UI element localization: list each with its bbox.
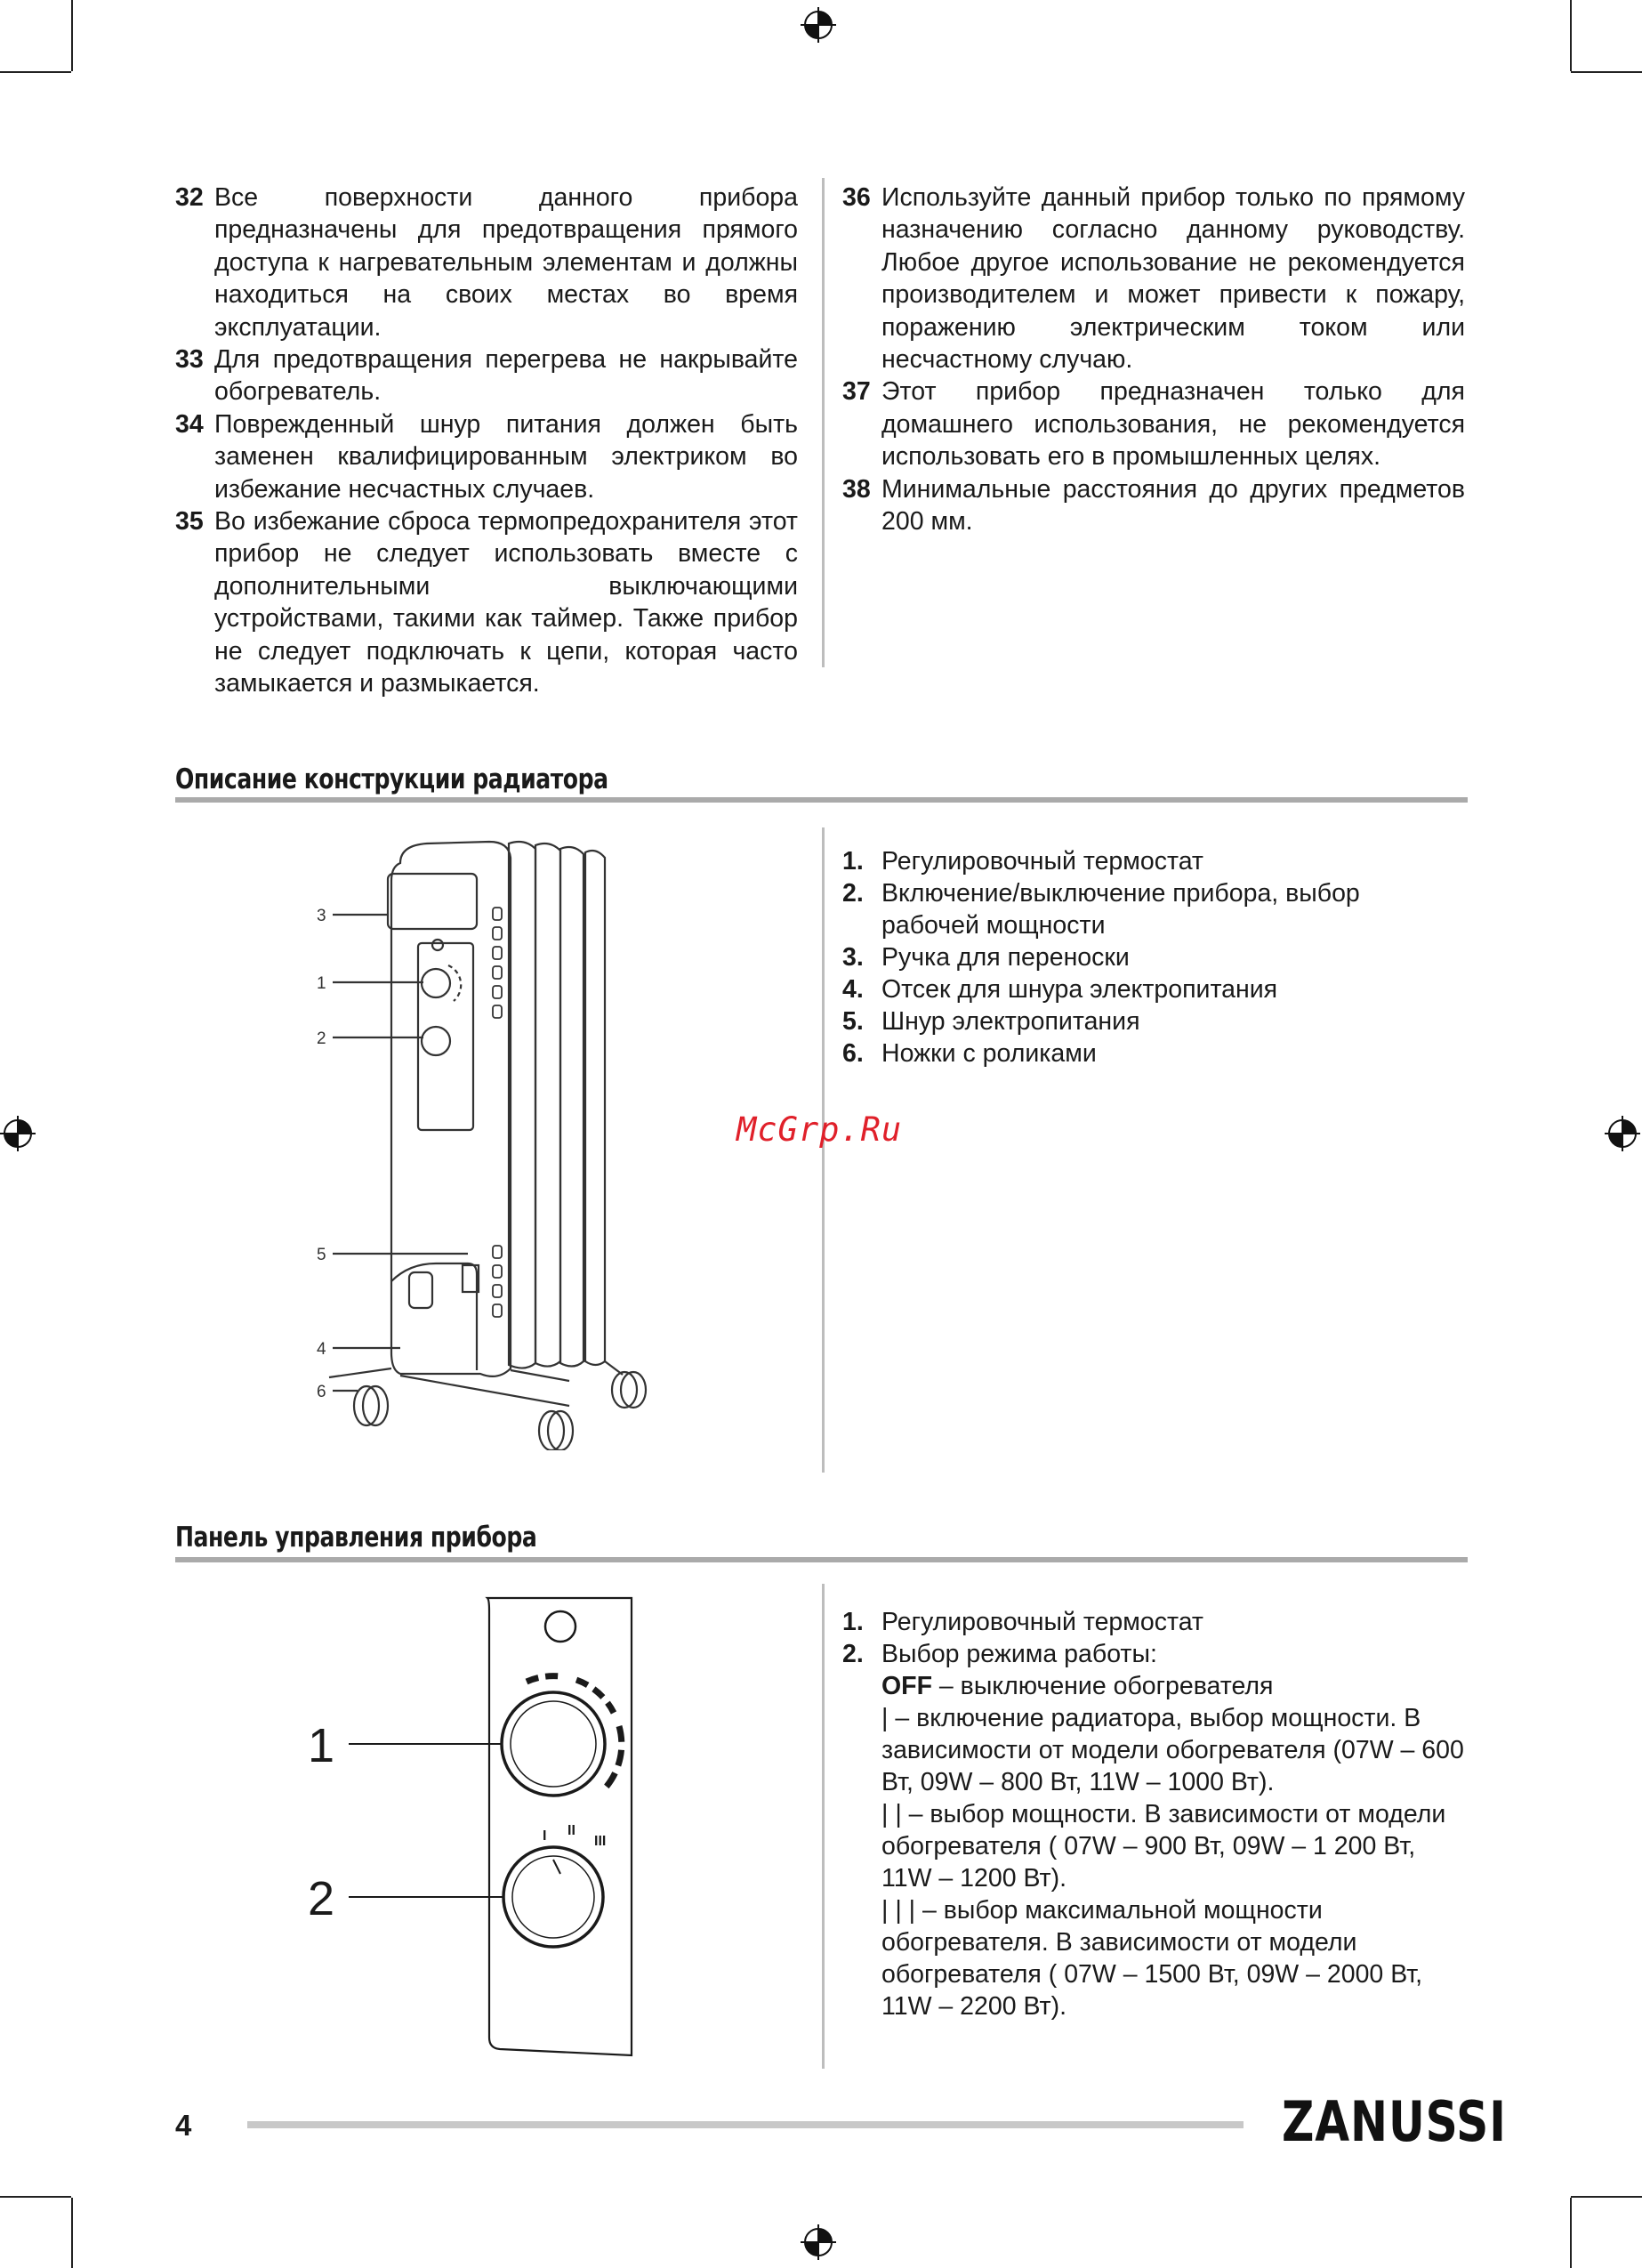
section-heading-control-panel: Панель управления прибора: [175, 1521, 537, 1554]
list-item: 34 Поврежденный шнур питания должен быть заменен квалифицированным электриком во избежание несчастных случаев.: [175, 409, 798, 504]
list-item: 37 Этот прибор предназначен только для домашнего использования, не рекомендуется использовать его в промышленных целях.: [842, 377, 1465, 472]
crop-mark: [1570, 0, 1572, 71]
control-panel-drawing: [349, 1598, 632, 2055]
dial-mark-2: II: [567, 1823, 576, 1838]
section-rule: [175, 797, 1468, 803]
list-item: 35 Во избежание сброса термопредохранителя этот прибор не следует использовать вместе с дополнительными выключающими устройствами, такими как таймер. Также прибор не следует подключать к цепи, которая часто замыкается и размыкается.: [175, 507, 798, 698]
figure-label-2: 2: [308, 1872, 335, 1925]
mode-2: | | – выбор мощности. В зависимости от модели обогревателя ( 07W – 900 Вт, 09W – 1 200 Вт, 11W – 1200 Вт).: [881, 1800, 1446, 1893]
registration-mark-icon: [1605, 1116, 1640, 1151]
figure-label-5: 5: [317, 1246, 326, 1264]
list-item: 4. Отсек для шнура электропитания: [842, 975, 1278, 1004]
list-item: 36 Используйте данный прибор только по прямому назначению согласно данному руководству. Любое другое использование не рекомендуется производителем и может привести к пожару, поражению электрическим током или несчастному случаю.: [842, 183, 1465, 375]
crop-mark: [0, 2196, 71, 2198]
section-heading-construction: Описание конструкции радиатора: [175, 763, 608, 795]
figure-label-1: 1: [308, 1719, 335, 1772]
column-divider: [822, 178, 825, 667]
radiator-drawing: [329, 842, 646, 1450]
dial-mark-1: I: [543, 1828, 547, 1844]
list-item: 1. Регулировочный термостат: [842, 1608, 1203, 1636]
crop-mark: [71, 2198, 73, 2268]
figure-label-2: 2: [317, 1029, 326, 1048]
dial-mark-3: III: [594, 1834, 607, 1849]
footer-rule: [247, 2121, 1244, 2128]
list-item: 2. Выбор режима работы:: [842, 1640, 1157, 1668]
figure-label-6: 6: [317, 1383, 326, 1401]
crop-mark: [1571, 2196, 1642, 2198]
registration-mark-icon: [801, 2224, 836, 2260]
crop-mark: [1570, 2198, 1572, 2268]
list-item: 2. Включение/выключение прибора, выбор рабочей мощности: [842, 879, 1360, 940]
watermark: McGrp.Ru: [736, 1110, 903, 1149]
list-item: 3. Ручка для переноски: [842, 943, 1130, 972]
list-item: 38 Минимальные расстояния до других предметов 200 мм.: [842, 474, 1465, 537]
figure-label-1: 1: [317, 974, 326, 993]
mode-1: | – включение радиатора, выбор мощности. В зависимости от модели обогревателя (07W – 600 Вт, 09W – 800 Вт, 11W – 1000 Вт).: [881, 1704, 1464, 1796]
list-item: 1. Регулировочный термостат: [842, 847, 1203, 876]
figure-label-4: 4: [317, 1340, 326, 1359]
safety-list-left: [175, 182, 798, 700]
list-item: 32 Все поверхности данного прибора предназначены для предотвращения прямого доступа к нагревательным элементам и должны находиться на своих местах во время эксплуатации.: [175, 183, 798, 342]
section-rule: [175, 1557, 1468, 1562]
column-divider: [822, 1584, 825, 2069]
mode-off: OFF – выключение обогревателя: [881, 1672, 1274, 1700]
parts-list: [842, 845, 1465, 1069]
control-panel-list: [842, 1606, 1465, 2022]
crop-mark: [0, 71, 71, 73]
list-item: 5. Шнур электропитания: [842, 1007, 1140, 1036]
registration-mark-icon: [0, 1116, 36, 1151]
control-panel-illustration: [294, 1593, 667, 2064]
safety-list-right: [842, 182, 1465, 537]
registration-mark-icon: [801, 7, 836, 43]
mode-3: | | | – выбор максимальной мощности обогревателя. В зависимости от модели обогревателя ( 07W – 1500 Вт, 09W – 2000 Вт, 11W – 2200 Вт).: [881, 1896, 1423, 2021]
crop-mark: [1571, 71, 1642, 73]
crop-mark: [71, 0, 73, 71]
radiator-illustration: [302, 836, 676, 1450]
list-item: 6. Ножки с роликами: [842, 1039, 1097, 1068]
list-item: 33 Для предотвращения перегрева не накрывайте обогреватель.: [175, 345, 798, 407]
page-number: 4: [175, 2109, 192, 2142]
brand-logo: ZANUSSI: [1282, 2089, 1507, 2154]
figure-label-3: 3: [317, 907, 326, 925]
column-divider: [822, 827, 825, 1473]
